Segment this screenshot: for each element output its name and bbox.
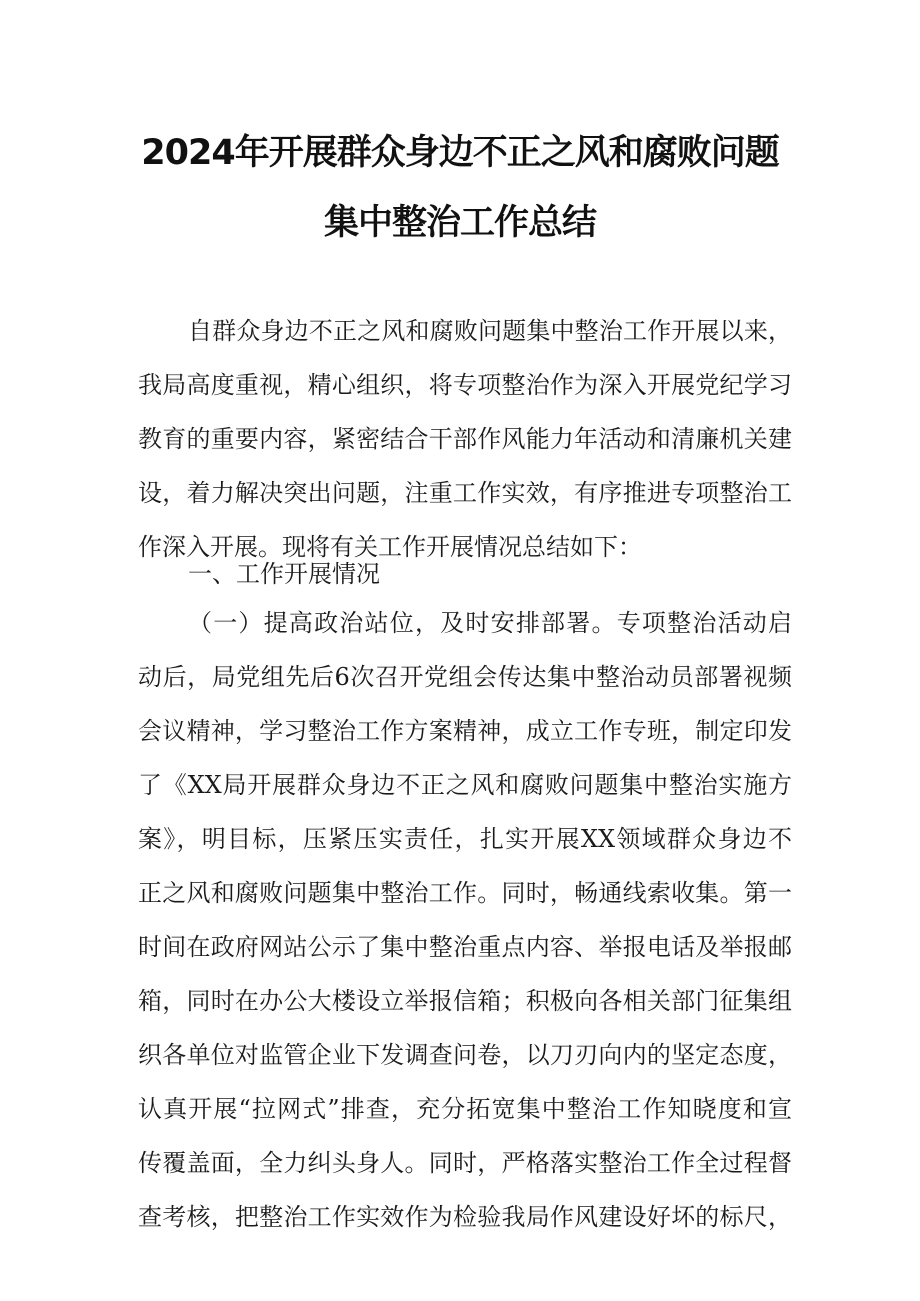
section-heading-block (138, 547, 792, 601)
intro-line-1: 自群众身边不正之风和腐败问题集中整治工作开展以来， (188, 317, 792, 345)
subsection-line-5: 案》，明目标，压紧压实责任，扎实开展XX领域群众身边不 (138, 825, 792, 853)
intro-paragraph (138, 304, 792, 574)
subsection-line-6: 正之风和腐败问题集中整治工作。同时，畅通线索收集。第一 (138, 879, 792, 907)
intro-line-2: 我局高度重视，精心组织，将专项整治作为深入开展党纪学习 (138, 371, 792, 399)
subsection-line-3: 会议精神，学习整治工作方案精神，成立工作专班，制定印发 (138, 717, 792, 745)
intro-line-3: 教育的重要内容，紧密结合干部作风能力年活动和清廉机关建 (138, 425, 792, 453)
subsection-line-7: 时间在政府网站公示了集中整治重点内容、举报电话及举报邮 (138, 933, 792, 961)
subsection-line-1: （一）提高政治站位，及时安排部署。专项整治活动启 (188, 609, 792, 637)
intro-line-4: 设，着力解决突出问题，注重工作实效，有序推进专项整治工 (138, 479, 792, 507)
subsection-line-2: 动后，局党组先后6次召开党组会传达集中整治动员部署视频 (138, 663, 792, 691)
document-title-line-2: 集中整治工作总结 (323, 203, 596, 243)
subsection-line-10: 认真开展“拉网式”排查，充分拓宽集中整治工作知晓度和宣 (138, 1095, 792, 1123)
subsection-line-11: 传覆盖面，全力纠头身人。同时，严格落实整治工作全过程督 (138, 1149, 792, 1177)
subsection-line-9: 织各单位对监管企业下发调查问卷，以刀刃向内的坚定态度， (138, 1041, 792, 1069)
section-heading: 一、工作开展情况 (188, 560, 380, 588)
subsection-line-12: 查考核，把整治工作实效作为检验我局作风建设好坏的标尺， (138, 1203, 792, 1231)
subsection-line-4: 了《XX局开展群众身边不正之风和腐败问题集中整治实施方 (138, 771, 792, 799)
subsection-line-8: 箱，同时在办公大楼设立举报信箱；积极向各相关部门征集组 (138, 987, 792, 1015)
subsection-paragraph (138, 596, 792, 1244)
intro-line-5: 作深入开展。现将有关工作开展情况总结如下： (138, 533, 642, 561)
document-title-line-1: 2024年开展群众身边不正之风和腐败问题 (141, 133, 779, 173)
